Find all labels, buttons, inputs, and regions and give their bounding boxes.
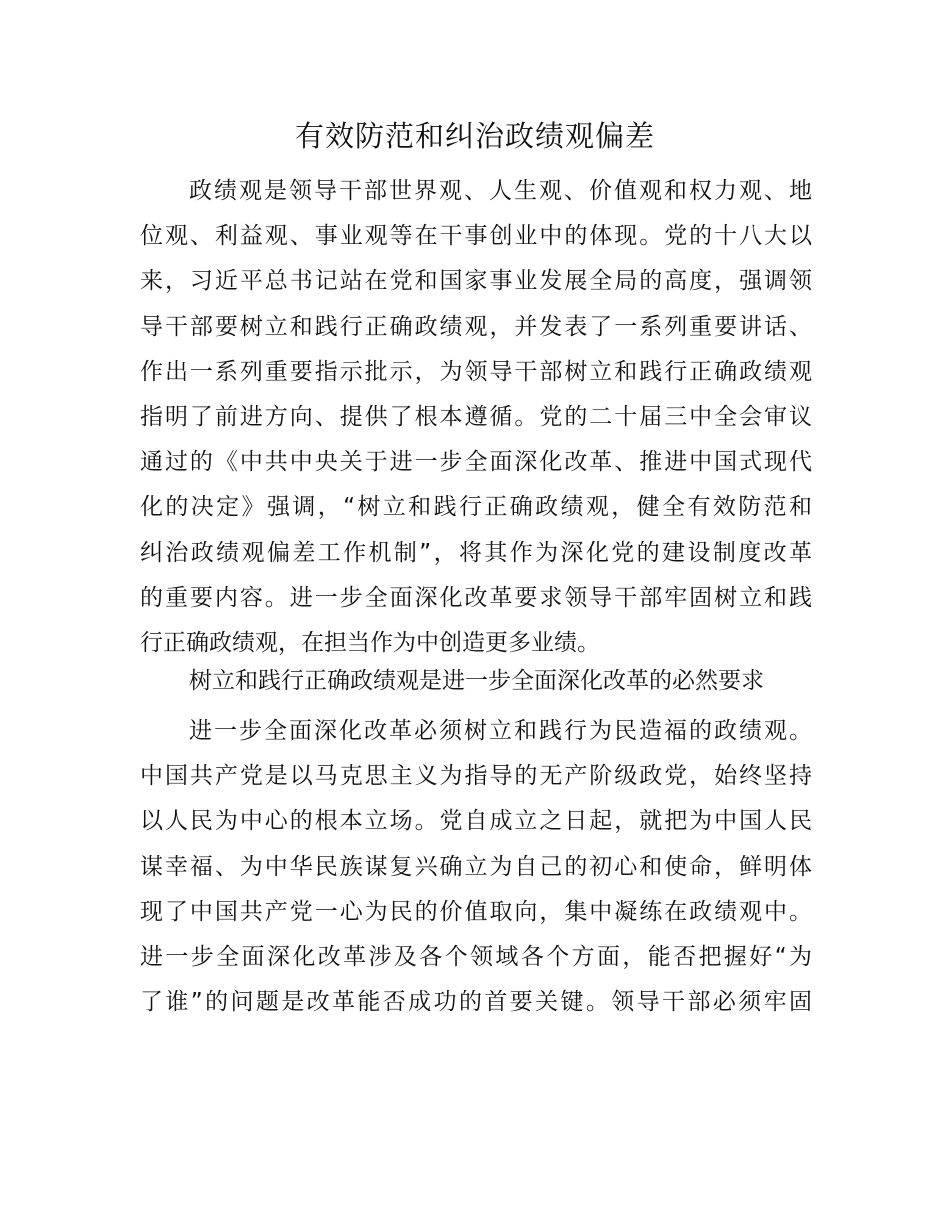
paragraph-line: 化的决定》强调，“树立和践行正确政绩观，健全有效防范和 bbox=[140, 494, 812, 521]
paragraph-line: 通过的《中共中央关于进一步全面深化改革、推进中国式现代 bbox=[140, 449, 812, 476]
paragraph-line: 谋幸福、为中华民族谋复兴确立为自己的初心和使命，鲜明体 bbox=[140, 853, 812, 880]
paragraph-line: 纠治政绩观偏差工作机制”，将其作为深化党的建设制度改革 bbox=[140, 539, 812, 566]
section-subheading bbox=[140, 659, 812, 704]
paragraph-line: 位观、利益观、事业观等在干事创业中的体现。党的十八大以 bbox=[140, 223, 812, 250]
paragraph-2 bbox=[140, 709, 812, 1025]
paragraph-line: 作出一系列重要指示批示，为领导干部树立和践行正确政绩观 bbox=[140, 358, 812, 385]
paragraph-1 bbox=[140, 169, 812, 666]
paragraph-line: 行正确政绩观，在担当作为中创造更多业绩。 bbox=[140, 629, 600, 656]
paragraph-line: 以人民为中心的根本立场。党自成立之日起，就把为中国人民 bbox=[140, 808, 812, 835]
paragraph-line: 中国共产党是以马克思主义为指导的无产阶级政党，始终坚持 bbox=[140, 763, 812, 790]
paragraph-line: 指明了前进方向、提供了根本遵循。党的二十届三中全会审议 bbox=[140, 403, 812, 430]
paragraph-line: 进一步全面深化改革必须树立和践行为民造福的政绩观。 bbox=[189, 718, 812, 744]
paragraph-line: 的重要内容。进一步全面深化改革要求领导干部牢固树立和践 bbox=[140, 584, 812, 611]
paragraph-line: 导干部要树立和践行正确政绩观，并发表了一系列重要讲话、 bbox=[140, 313, 812, 340]
subheading-text: 树立和践行正确政绩观是进一步全面深化改革的必然要求 bbox=[189, 668, 764, 694]
document-title: 有效防范和纠治政绩观偏差 bbox=[294, 119, 655, 153]
paragraph-line: 政绩观是领导干部世界观、人生观、价值观和权力观、地 bbox=[189, 178, 812, 204]
paragraph-line: 进一步全面深化改革涉及各个领域各个方面，能否把握好“为 bbox=[140, 943, 812, 970]
paragraph-line: 了谁”的问题是改革能否成功的首要关键。领导干部必须牢固 bbox=[140, 989, 812, 1016]
paragraph-line: 来，习近平总书记站在党和国家事业发展全局的高度，强调领 bbox=[140, 268, 812, 295]
paragraph-line: 现了中国共产党一心为民的价值取向，集中凝练在政绩观中。 bbox=[140, 898, 812, 925]
